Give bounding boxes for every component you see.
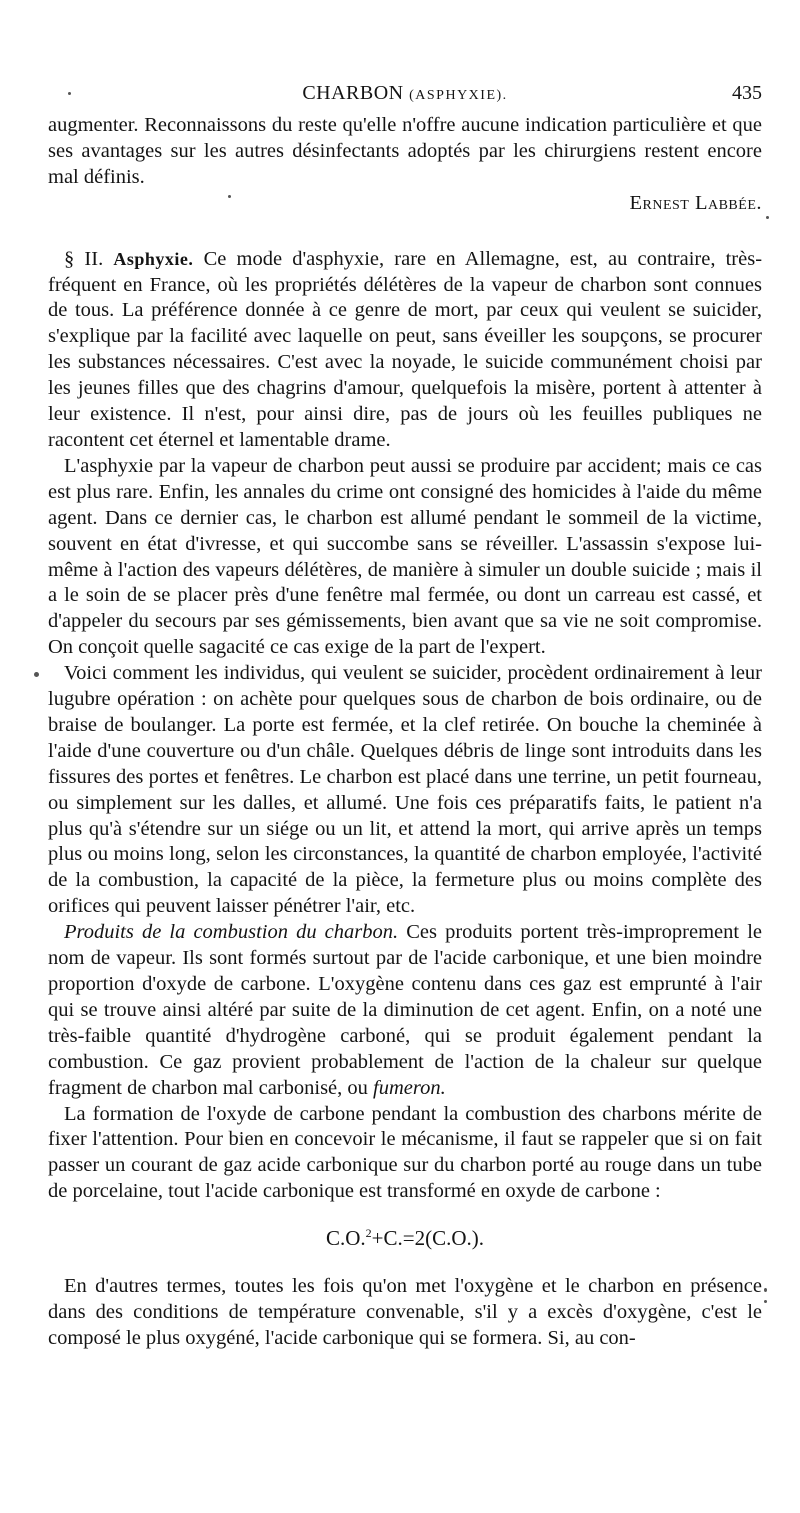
- running-header: [48, 82, 762, 108]
- scan-speck: [68, 92, 71, 95]
- scan-speck: [764, 1288, 767, 1292]
- paragraph-5-text: Ces produits portent très-improprement le nom de vapeur. Ils sont formés surtout par de l'acide carbonique, et une bien moindre proportion d'oxyde de carbone. L'oxygène contenu dans ces gaz est emprunté à l'air qui se trouve ainsi altéré par suite de la diminution de cet agent. Enfin, on a noté une très-faible quantité d'hydrogène carboné, qui se produit également pendant la combustion. Ce gaz provient probablement de l'action de la chaleur sur quelque fragment de charbon mal carbonisé, ou: [48, 921, 762, 1099]
- formula-left: C.O.: [325, 1226, 366, 1251]
- paragraph-2-text: Ce mode d'asphyxie, rare en Allemagne, est, au contraire, très-fréquent en France, où les propriétés délétères de la vapeur de charbon sont connues de tous. La préférence donnée à ce genre de mort, par ceux qui veulent se suicider, s'explique par la facilité avec laquelle on peut, sans éveiller les soupçons, se procurer les substances nécessaires. C'est avec la noyade, le suicide communément choisi par les jeunes filles que des chagrins d'amour, quelquefois la misère, portent à attenter à leur existence. Il n'est, pour ainsi dire, pas de jours où les feuilles publiques ne racontent cet éternel et lamentable drame.: [48, 247, 763, 451]
- paragraph-3: L'asphyxie par la vapeur de charbon peut aussi se produire par accident; mais ce cas est plus rare. Enfin, les annales du crime ont consigné des homicides à l'aide du même agent. Dans ce dernier cas, le charbon est allumé pendant le sommeil de la victime, souvent en état d'ivresse, et qui succombe sans se réveiller. L'assassin s'expose lui-même à l'action des vapeurs délétères, de manière à simuler un double suicide ; mais il a le soin de se placer près d'une fenêtre mal fermée, ou dont un carreau est cassé, et d'appeler du secours par ses gémissements, bien avant que sa vie ne soit compromise. On conçoit quelle sagacité ce cas exige de la part de l'expert.: [48, 454, 762, 659]
- paragraph-continuation: [48, 113, 762, 217]
- paragraph-4: Voici comment les individus, qui veulent se suicider, procèdent ordinairement à leur lugubre opération : on achète pour quelques sous de charbon de bois ordinaire, ou de braise de boulanger. La porte est fermée, et la clef retirée. On bouche la cheminée à l'aide d'une couverture ou d'un châle. Quelques débris de linge sont introduits dans les fissures des portes et fenêtres. Le charbon est placé dans une terrine, un petit fourneau, ou simplement sur les dalles, et allumé. Une fois ces préparatifs faits, le patient n'a plus qu'à s'étendre sur un siége ou un lit, et attend la mort, qui arrive après un temps plus ou moins long, selon les circonstances, la quantité de charbon employée, l'activité de la combustion, la capacité de la pièce, la fermeture plus ou moins complète des orifices qui peuvent laisser pénétrer l'air, etc.: [48, 662, 762, 918]
- scan-speck: [228, 195, 231, 198]
- paragraph-5-end: fumeron.: [373, 1076, 446, 1099]
- paragraph-1-text: augmenter. Reconnaissons du reste qu'elle n'offre aucune indication particulière et que ses avantages sur les autres désinfectants adoptés par les chirurgiens restent encore mal définis.: [48, 114, 762, 188]
- paragraph-5: [48, 920, 762, 1101]
- running-title: [48, 82, 762, 105]
- author-name: Ernest Labbée.: [629, 191, 762, 214]
- section-title: Asphyxie.: [113, 248, 194, 269]
- paragraph-7: En d'autres termes, toutes les fois qu'on met l'oxygène et le charbon en présence dans des conditions de température convenable, s'il y a excès d'oxygène, c'est le composé le plus oxygéné, l'acide carbonique qui se formera. Si, au con-: [48, 1275, 762, 1349]
- page-number: 435: [732, 82, 762, 104]
- body-text: [48, 113, 762, 1352]
- section-asphyxie: [48, 247, 762, 454]
- running-title-main: CHARBON: [302, 82, 404, 104]
- formula-superscript: 2: [365, 1226, 372, 1241]
- scan-speck: [34, 672, 39, 677]
- running-title-sub: (ASPHYXIE).: [409, 88, 508, 103]
- section-number: § II.: [64, 247, 104, 270]
- paragraph-6: La formation de l'oxyde de carbone pendant la combustion des charbons mérite de fixer l'attention. Pour bien en concevoir le mécanisme, il faut se rappeler que si on fait passer un courant de gaz acide carbonique sur du charbon porté au rouge dans un tube de porcelaine, tout l'acide carbonique est transformé en oxyde de carbone :: [48, 1102, 762, 1203]
- author-signature: [48, 191, 762, 217]
- scan-speck: [764, 1300, 767, 1303]
- chemical-formula: [48, 1221, 762, 1252]
- formula-right: +C.=2(C.O.).: [371, 1226, 485, 1251]
- scan-speck: [766, 216, 769, 219]
- subsection-title: Produits de la combustion du charbon.: [64, 921, 399, 944]
